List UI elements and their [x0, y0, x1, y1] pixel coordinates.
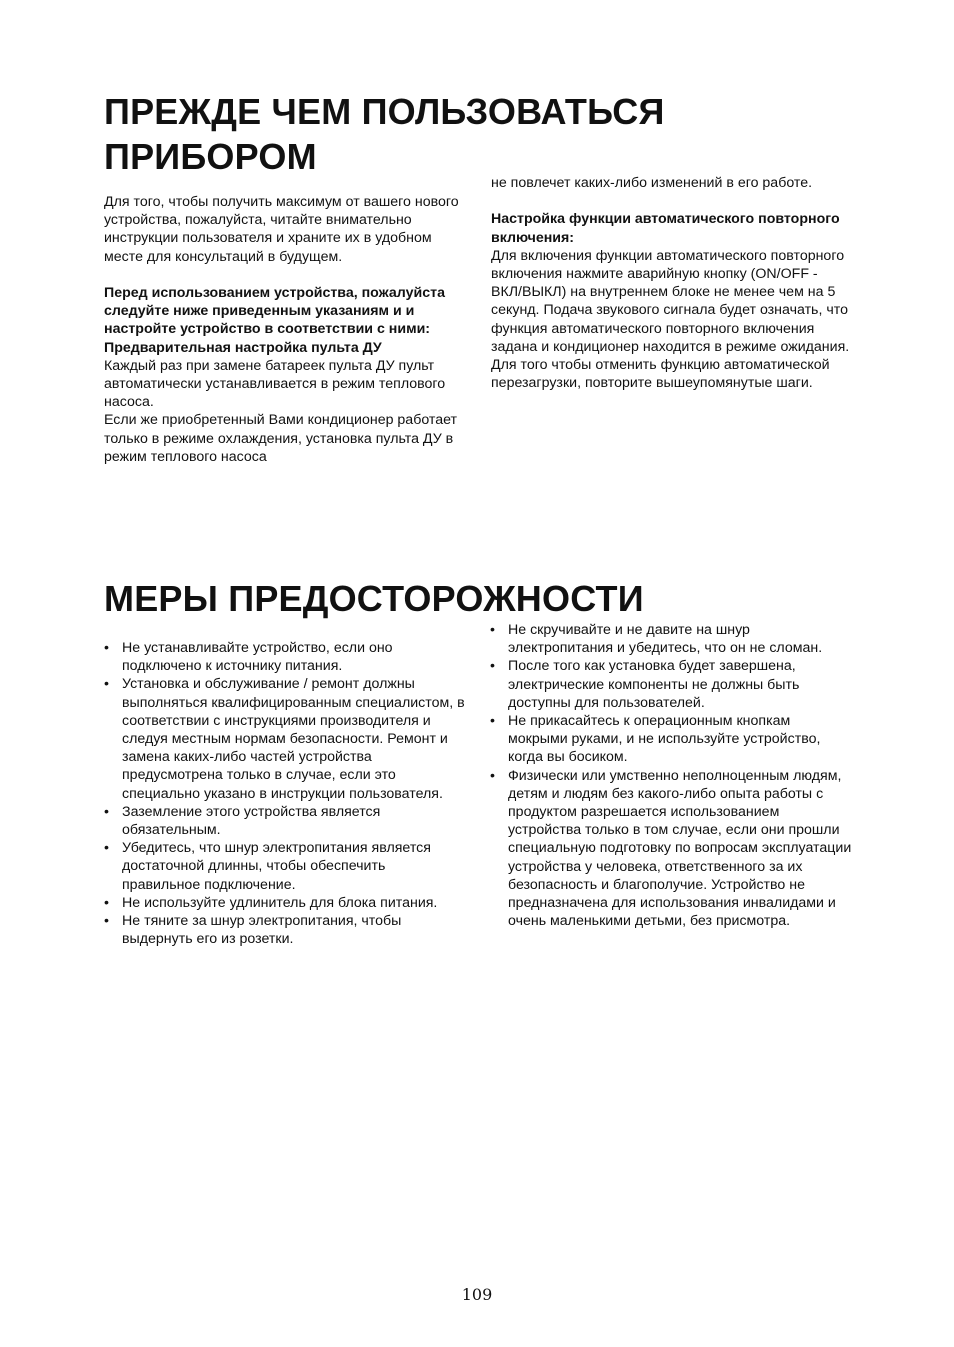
page-number: 109 — [461, 1285, 493, 1304]
list-item-text: Не устанавливайте устройство, если оно подключено к источнику питания. — [122, 640, 393, 675]
section-title-before-use — [104, 89, 704, 179]
bullet-icon: • — [104, 894, 109, 911]
list-item — [490, 657, 852, 712]
remote-setup-heading: Предварительная настройка пульта ДУ — [104, 339, 382, 356]
list-item — [104, 912, 466, 948]
precautions-list-right — [490, 621, 852, 930]
bullet-icon: • — [104, 676, 109, 693]
list-item — [104, 894, 466, 912]
bullet-icon: • — [490, 658, 495, 675]
list-item-text: Не используйте удлинитель для блока питания. — [122, 894, 438, 911]
remote-setup-text-continued: не повлечет каких-либо изменений в его работе. — [491, 175, 813, 191]
list-item-text: Физически или умственно неполноценным людям, детям и людям без какого-либо опыта работы с продуктом разрешается использованием устройства только в том случае, если они прошли специальную подготовку по вопросам эксплуатации устройства у человека, ответственного за их безопасность и благополучие. Устройство не предназначена для использования инвалидами и очень маленькими детьми, без присмотра. — [508, 767, 852, 930]
bullet-icon: • — [490, 767, 495, 784]
section-title-line: ПРЕЖДЕ ЧЕМ ПОЛЬЗОВАТЬСЯ — [104, 91, 665, 132]
remote-setup-text: Каждый раз при замене батареек пульта ДУ пульт автоматически устанавливается в режим теплового насоса. — [104, 357, 446, 411]
auto-restart-heading: Настройка функции автоматического повторного включения: — [491, 211, 840, 246]
section-title-precautions: МЕРЫ ПРЕДОСТОРОЖНОСТИ — [104, 578, 644, 619]
list-item-text: После того как установка будет завершена, электрические компоненты не должны быть доступны для пользователей. — [508, 658, 800, 711]
list-item — [104, 839, 466, 894]
list-item-text: Установка и обслуживание / ремонт должны выполняться квалифицированным специалистом, в соответствии с инструкциями производителя и следуя местным нормам безопасности. Ремонт и замена каких-либо частей устройства предусмотрена только в случае, если это специально указано в инструкции пользователя. — [122, 676, 465, 802]
list-item-text: Не тяните за шнур электропитания, чтобы выдернуть его из розетки. — [122, 913, 402, 948]
bullet-icon: • — [104, 913, 109, 930]
list-item-text: Не скручивайте и не давите на шнур электропитания и убедитесь, что он не сломан. — [508, 622, 823, 657]
before-use-heading: Перед использованием устройства, пожалуйста следуйте ниже приведенным указаниям и и настройте устройство в соответствии с ними: — [104, 285, 445, 338]
list-item-text: Заземление этого устройства является обязательным. — [122, 803, 381, 839]
list-item — [490, 621, 852, 657]
bullet-icon: • — [104, 840, 109, 857]
list-item — [104, 675, 466, 802]
bullet-icon: • — [104, 640, 109, 656]
section-title-line: ПРИБОРОМ — [104, 136, 317, 177]
list-item — [490, 712, 852, 767]
bullet-icon: • — [490, 713, 495, 730]
bullet-icon: • — [104, 803, 109, 820]
list-item-text: Не прикасайтесь к операционным кнопкам мокрыми руками, и не используйте устройство, когда вы босиком. — [508, 713, 821, 766]
bullet-icon: • — [490, 622, 495, 638]
list-item — [104, 639, 466, 675]
list-item — [490, 767, 852, 931]
precautions-list-left — [104, 639, 466, 948]
before-use-right-column — [491, 174, 851, 392]
intro-paragraph: Для того, чтобы получить максимум от вашего нового устройства, пожалуйста, читайте внимательно инструкции пользователя и храните их в удобном месте для консультаций в будущем. — [104, 194, 459, 265]
before-use-left-column — [104, 193, 464, 466]
list-item — [104, 803, 466, 839]
auto-restart-text: Для включения функции автоматического повторного включения нажмите аварийную кнопку (ON/OFF - ВКЛ/ВЫКЛ) на внутреннем блоке не менее чем на 5 секунд. Подача звукового сигнала будет означать, что функция автоматического повторного включения задана и кондиционер находится в режиме ожидания. Для того чтобы отменить функцию автоматической перезагрузки, повторите вышеупомянутые шаги. — [491, 247, 850, 392]
remote-setup-text: Если же приобретенный Вами кондиционер работает только в режиме охлаждения, установка пульта ДУ в режим теплового насоса — [104, 412, 458, 465]
list-item-text: Убедитесь, что шнур электропитания является достаточной длинны, чтобы обеспечить правильное подключение. — [122, 840, 431, 893]
